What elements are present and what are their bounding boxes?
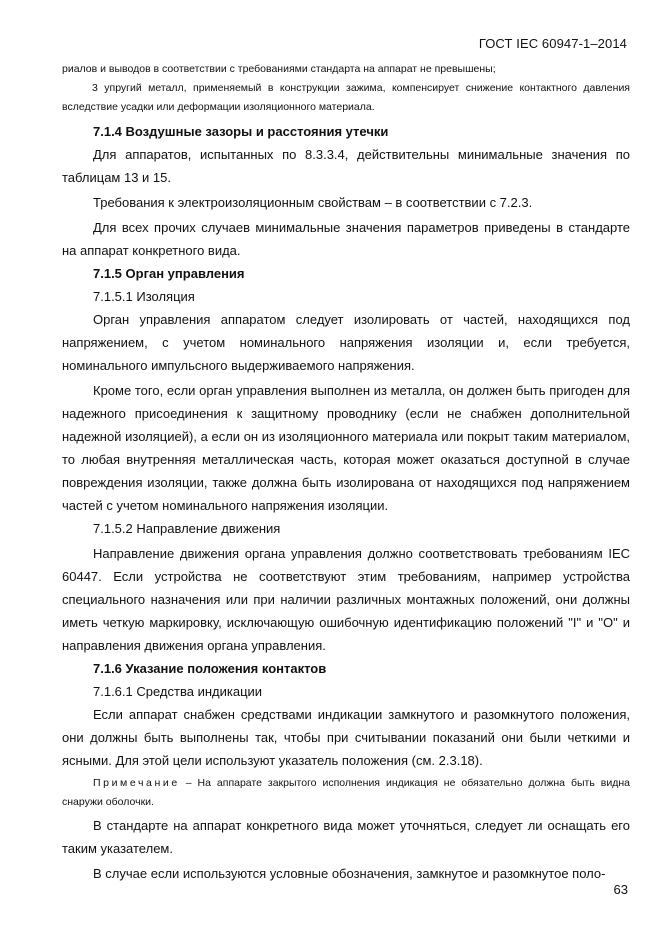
note-text: – На аппарате закрытого исполнения индикация не обязательно должна быть видна снаружи оболочки. — [62, 777, 630, 808]
footnote-continuation: риалов и выводов в соответствии с требованиями стандарта на аппарат не превышены; — [62, 63, 496, 75]
paragraph: В случае если используются условные обозначения, замкнутое и разомкнутое поло- — [93, 866, 606, 881]
paragraph: Если аппарат снабжен средствами индикации замкнутого и разомкнутого положения, они должны быть выполнены так, чтобы при считывании показаний они были четкими и ясными. Для этой цели используют указатель положения (см. 2.3.18). — [62, 707, 630, 768]
footnote-item-3: 3 упругий металл, применяемый в конструкции зажима, компенсирует снижение контактного давления вследствие усадки или деформации изоляционного материала. — [62, 82, 630, 113]
subsection-heading-7-1-5-2: 7.1.5.2 Направление движения — [93, 521, 281, 536]
paragraph: В стандарте на аппарат конкретного вида может уточняться, следует ли оснащать его таким указателем. — [62, 818, 630, 856]
section-heading-7-1-5: 7.1.5 Орган управления — [93, 266, 245, 281]
paragraph: Для аппаратов, испытанных по 8.3.3.4, действительны минимальные значения по таблицам 13 и 15. — [62, 147, 630, 185]
note-label: Примечание — [93, 777, 180, 789]
note — [62, 774, 630, 812]
subsection-heading-7-1-6-1: 7.1.6.1 Средства индикации — [93, 684, 263, 699]
paragraph: Требования к электроизоляционным свойствам – в соответствии с 7.2.3. — [93, 195, 533, 210]
section-heading-7-1-4: 7.1.4 Воздушные зазоры и расстояния утечки — [93, 124, 389, 139]
document-body — [62, 60, 630, 885]
paragraph: Орган управления аппаратом следует изолировать от частей, находящихся под напряжением, с учетом номинального напряжения изоляции и, если требуется, номинального импульсного выдерживаемого напряжения. — [62, 312, 630, 373]
subsection-heading-7-1-5-1: 7.1.5.1 Изоляция — [93, 289, 195, 304]
paragraph: Направление движения органа управления должно соответствовать требованиям IEC 60447. Если устройства не соответствуют этим требованиям, например устройства специального назначения или при наличии различных монтажных положений, они должны иметь четкую маркировку, исключающую ошибочную идентификацию положений "I" и "O" и направления движения органа управления. — [62, 546, 630, 653]
section-heading-7-1-6: 7.1.6 Указание положения контактов — [93, 661, 327, 676]
page-number: 63 — [613, 882, 628, 897]
page-header-standard: ГОСТ IEC 60947-1–2014 — [478, 36, 627, 51]
paragraph: Кроме того, если орган управления выполнен из металла, он должен быть пригоден для надежного присоединения к защитному проводнику (если не снабжен дополнительной надежной изоляцией), а если он из изоляционного материала или покрыт таким материалом, то любая внутренняя металлическая часть, которая может оказаться доступной в случае повреждения изоляции, также должна быть изолирована от находящихся под напряжением частей с учетом номинального напряжения изоляции. — [62, 383, 630, 513]
paragraph: Для всех прочих случаев минимальные значения параметров приведены в стандарте на аппарат конкретного вида. — [62, 220, 630, 258]
